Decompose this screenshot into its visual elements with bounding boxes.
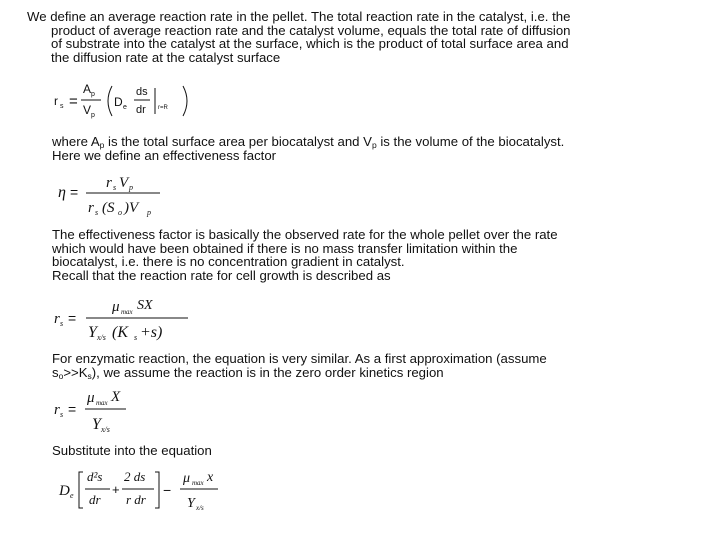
eq1-paren-right [183,86,187,116]
eq2-num: r [106,175,112,191]
eq5-term2-den: r dr [126,492,146,507]
eq5-coef-sub: e [70,491,74,500]
eq4-num: μ [87,390,95,406]
equation-cell-growth-rate-svg [50,292,200,344]
eq3-equals: = [68,310,77,326]
eq5-minus: − [163,482,172,498]
eq1-equals: = [69,93,78,110]
eq5-term1-num: d²s [87,469,103,484]
eq1-lhs-sub: s [60,103,64,110]
text-line: Recall that the reaction rate for cell growth is described as [52,267,391,283]
text-line: which would have been obtained if there is no mass transfer limitation within the [52,240,518,256]
eq2-num-tail: V [119,175,129,191]
subscript: o [58,370,64,381]
eq5-term2-num: 2 ds [124,469,146,484]
equation-substituted-svg [56,462,246,518]
eq2-den-arg: (S [102,200,115,216]
eq2-den-close: )V [124,200,139,216]
eq2-den-sub: s [95,208,99,217]
eq5-plus: + [112,482,120,497]
eq1-num-b: ds [136,86,148,98]
text-line: the diffusion rate at the catalyst surface [51,49,281,65]
eq3-den: Y [88,324,97,341]
eq3-num-tail: SX [137,298,153,313]
paragraph-intro [27,10,571,64]
equation-cell-growth-rate [50,292,200,344]
paragraph-surface-area [52,135,564,162]
eq1-eval-point: r=R [158,105,168,111]
text-fragment: ), we assume the reaction is in the zero order kinetics region [91,364,444,380]
equation-effectiveness-factor-svg [56,168,196,220]
eq2-den-tail-sub: p [147,208,151,217]
eq1-den-b: dr [136,104,146,116]
subscript: p [371,140,377,150]
eq5-term3-num-tail: x [207,470,214,485]
subscript: s [87,370,92,381]
text-fragment: where A [52,134,100,149]
eq5-term3-num-sub: max [192,479,204,487]
eq1-paren-left [108,86,112,116]
eq3-lhs-sub: s [60,319,64,328]
eq5-term3-num: μ [183,471,191,486]
eq2-den: r [88,200,94,216]
text-line: Substitute into the equation [52,443,212,458]
eq1-coef: D [114,95,123,109]
eq5-coef: D [59,483,70,499]
text-line: The effectiveness factor is basically the observed rate for the whole pellet over the rate [52,227,558,242]
text-line: biocatalyst, i.e. there is no concentration gradient in catalyst. [52,254,405,269]
paragraph-effectiveness-explained [52,228,558,282]
eq1-num-a-sub: p [91,91,95,98]
equation-average-rate-svg [50,76,220,124]
eq4-num-sub: max [96,399,108,407]
eq5-term3-den-sub: x/s [196,504,204,512]
text-line: of substrate into the catalyst at the surface, which is the product of total surface area and [51,36,569,51]
subscript: p [99,140,105,150]
eq2-den-arg-sub: o [118,208,122,217]
eq1-den-a: V [83,103,92,117]
equation-substituted [56,462,246,518]
eq3-den-close: +s) [140,324,163,341]
eq3-den-tail-sub: s [134,333,138,342]
eq4-den: Y [92,416,101,433]
eq3-lhs: r [54,311,60,327]
equation-average-rate [50,76,220,124]
eq2-num-sub: s [113,183,117,192]
eq4-equals: = [68,401,77,417]
eq1-num-a: A [83,82,92,96]
eq4-num-tail: X [111,389,121,405]
eq1-lhs: r [54,94,58,108]
text-fragment: >>K [63,364,88,380]
eq2-lhs: η [58,184,66,201]
eq1-den-a-sub: p [91,112,95,119]
text-line: For enzymatic reaction, the equation is very similar. As a first approximation (assume [52,351,547,366]
eq5-bracket-right [155,472,159,508]
eq4-lhs-sub: s [60,410,64,419]
paragraph-enzymatic-reaction [52,352,547,379]
eq3-den-sub: x/s [97,333,106,342]
eq5-term1-den: dr [89,492,101,507]
text-fragment: is the volume of the biocatalyst. [376,134,565,149]
text-fragment: is the total surface area per biocatalyst and V [104,134,372,149]
equation-zero-order-rate-svg [50,384,170,438]
eq4-lhs: r [54,402,60,418]
eq2-num-tail-sub: p [129,183,133,192]
eq4-den-sub: x/s [101,425,110,434]
eq2-equals: = [70,184,79,200]
eq1-coef-sub: e [123,104,127,111]
text-line: We define an average reaction rate in the pellet. The total reaction rate in the catalyst, i.e. the [27,9,571,24]
paragraph-substitute [52,444,212,458]
eq5-term3-den: Y [187,496,195,511]
eq3-num-sub: max [121,308,133,316]
eq3-den-tail: (K [112,324,128,341]
text-fragment: s [52,364,59,380]
text-line: product of average reaction rate and the catalyst volume, equals the total rate of diffusion [51,22,571,38]
eq5-bracket-left [79,472,83,508]
equation-effectiveness-factor [56,168,196,220]
eq3-num: μ [112,299,120,315]
text-line: Here we define an effectiveness factor [52,147,277,163]
equation-zero-order-rate [50,384,170,438]
